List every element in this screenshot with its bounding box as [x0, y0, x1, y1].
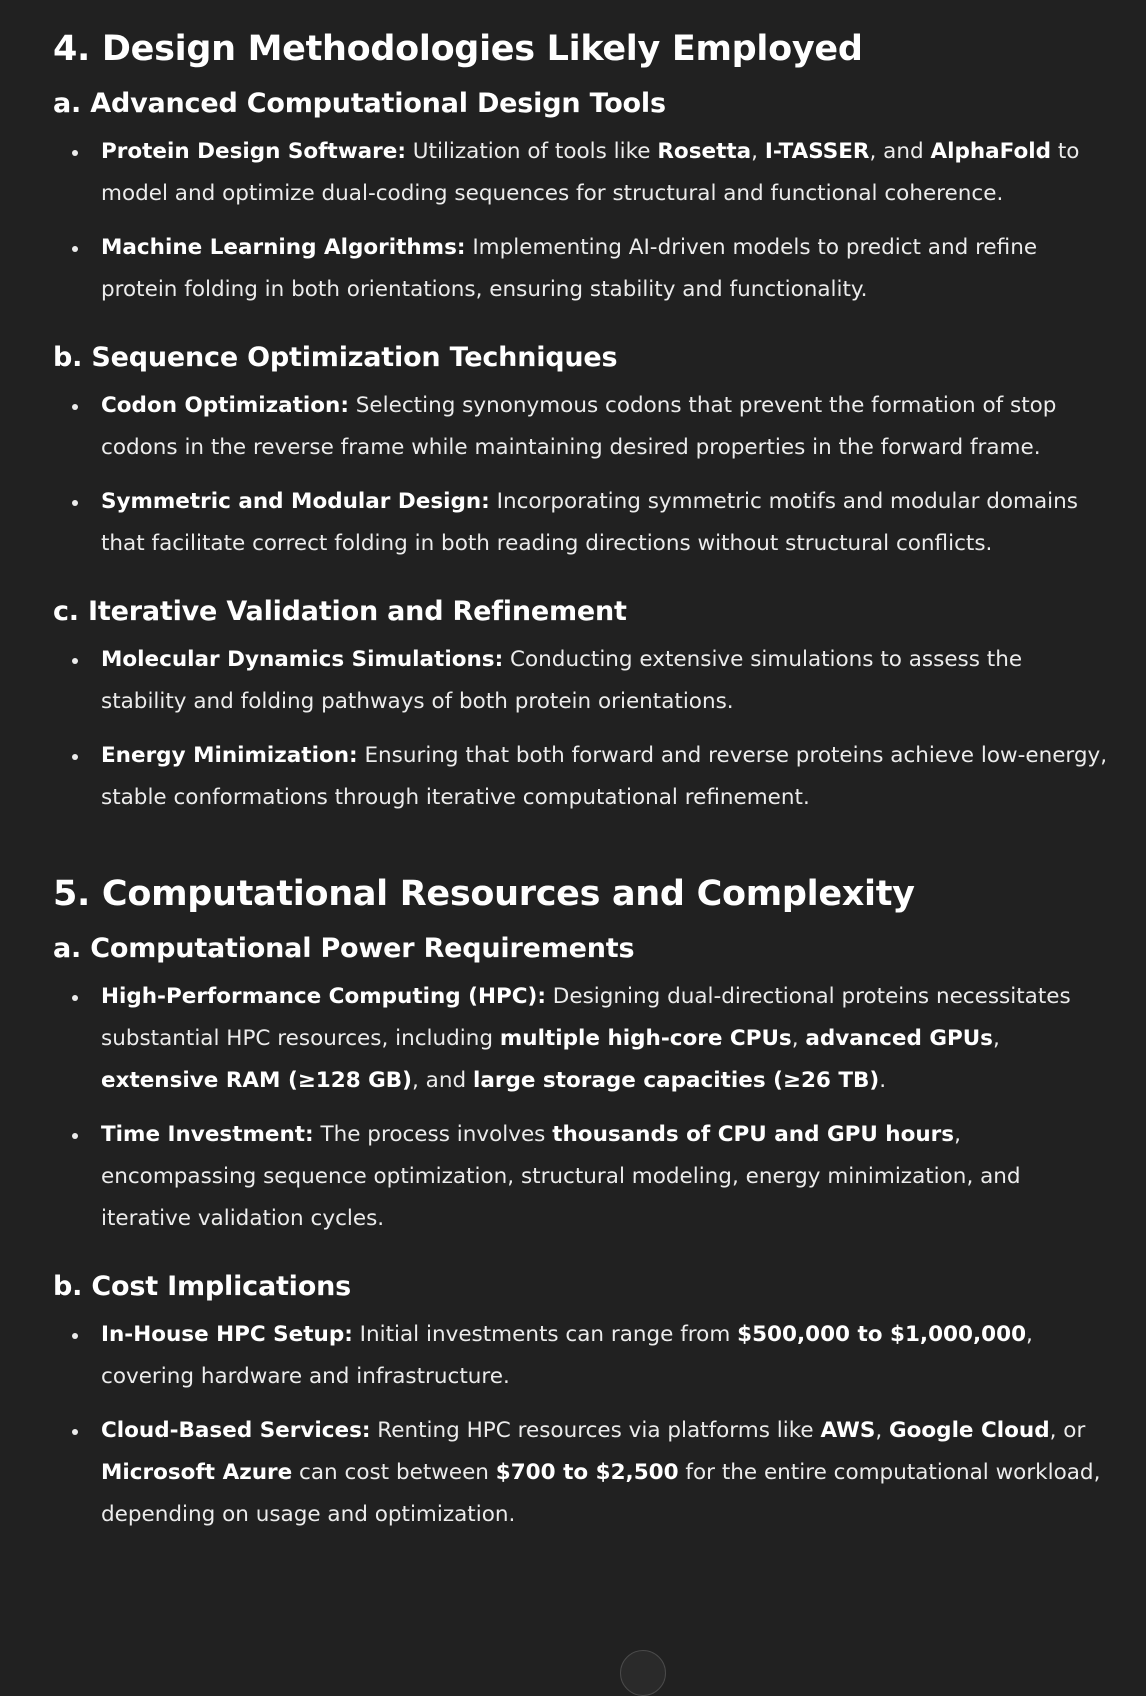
section-5a-list — [53, 976, 1113, 1240]
text-run: , — [992, 1026, 1000, 1051]
text-run: , — [751, 139, 765, 164]
bold-text: Symmetric and Modular Design: — [101, 489, 490, 514]
text-run: , — [791, 1026, 806, 1051]
text-run: to model and optimize dual-coding sequences for structural and functional coherence. — [101, 139, 1080, 206]
section-5-heading: 5. Computational Resources and Complexity — [53, 874, 915, 914]
bold-text: AWS — [820, 1418, 876, 1443]
text-run: for the entire computational workload, depending on usage and optimization. — [101, 1460, 1101, 1527]
text-run: , covering hardware and infrastructure. — [101, 1322, 1033, 1389]
section-5b-list — [53, 1314, 1113, 1536]
text-run: Incorporating symmetric motifs and modular domains that facilitate correct folding in both reading directions without structural conflicts. — [101, 489, 1078, 556]
text-run: , and — [869, 139, 931, 164]
bold-text: Cloud-Based Services: — [101, 1418, 371, 1443]
section-4a-heading: a. Advanced Computational Design Tools — [53, 88, 666, 119]
list-item — [53, 1114, 1113, 1240]
bold-text: In-House HPC Setup: — [101, 1322, 353, 1347]
section-5a-heading: a. Computational Power Requirements — [53, 933, 635, 964]
bold-text: Machine Learning Algorithms: — [101, 235, 466, 260]
text-run: Initial investments can range from — [352, 1322, 738, 1347]
bold-text: Google Cloud — [888, 1418, 1050, 1443]
text-run: Renting HPC resources via platforms like — [370, 1418, 821, 1443]
bold-text: Codon Optimization: — [101, 393, 349, 418]
bold-text: I-TASSER — [764, 139, 870, 164]
bold-text: multiple high-core CPUs — [499, 1026, 792, 1051]
list-item — [53, 131, 1113, 215]
bold-text: AlphaFold — [930, 139, 1051, 164]
text-run: Implementing AI-driven models to predict and refine protein folding in both orientations, ensuring stability and functionality. — [101, 235, 1038, 302]
bold-text: Rosetta — [657, 139, 752, 164]
bold-text: advanced GPUs — [805, 1026, 993, 1051]
section-4b-heading: b. Sequence Optimization Techniques — [53, 342, 618, 373]
bold-text: Molecular Dynamics Simulations: — [101, 647, 504, 672]
section-4b-list — [53, 385, 1113, 565]
section-5b-heading: b. Cost Implications — [53, 1271, 351, 1302]
bold-text: $700 to $2,500 — [495, 1460, 679, 1485]
list-item — [53, 976, 1113, 1102]
document-content — [53, 0, 1113, 1536]
bold-text: Energy Minimization: — [101, 743, 358, 768]
bold-text: extensive RAM (≥128 GB) — [101, 1068, 413, 1093]
bold-text: High-Performance Computing (HPC): — [101, 984, 546, 1009]
text-run: Designing dual-directional proteins necessitates substantial HPC resources, including — [101, 984, 1071, 1051]
text-run: . — [879, 1068, 887, 1093]
list-item — [53, 735, 1113, 819]
text-run: Ensuring that both forward and reverse proteins achieve low-energy, stable conformations through iterative computational refinement. — [101, 743, 1108, 810]
text-run: The process involves — [313, 1122, 553, 1147]
list-item — [53, 385, 1113, 469]
text-run: Utilization of tools like — [405, 139, 658, 164]
list-item — [53, 1314, 1113, 1398]
text-run: , encompassing sequence optimization, structural modeling, energy minimization, and iterative validation cycles. — [101, 1122, 1021, 1231]
text-run: , and — [412, 1068, 473, 1093]
text-run: , or — [1049, 1418, 1086, 1443]
section-4a-list — [53, 131, 1113, 311]
section-4c-heading: c. Iterative Validation and Refinement — [53, 596, 627, 627]
section-4c-list — [53, 639, 1113, 819]
scroll-down-button[interactable] — [620, 1650, 666, 1696]
bold-text: large storage capacities (≥26 TB) — [472, 1068, 880, 1093]
list-item — [53, 227, 1113, 311]
text-run: Selecting synonymous codons that prevent the formation of stop codons in the reverse frame while maintaining desired properties in the forward frame. — [101, 393, 1057, 460]
bold-text: Time Investment: — [101, 1122, 314, 1147]
bold-text: $500,000 to $1,000,000 — [737, 1322, 1027, 1347]
bold-text: Microsoft Azure — [101, 1460, 293, 1485]
text-run: Conducting extensive simulations to assess the stability and folding pathways of both protein orientations. — [101, 647, 1023, 714]
text-run: can cost between — [292, 1460, 496, 1485]
list-item — [53, 1410, 1113, 1536]
bold-text: thousands of CPU and GPU hours — [552, 1122, 955, 1147]
list-item — [53, 639, 1113, 723]
bold-text: Protein Design Software: — [101, 139, 406, 164]
text-run: , — [875, 1418, 889, 1443]
section-4-heading: 4. Design Methodologies Likely Employed — [53, 29, 863, 69]
list-item — [53, 481, 1113, 565]
